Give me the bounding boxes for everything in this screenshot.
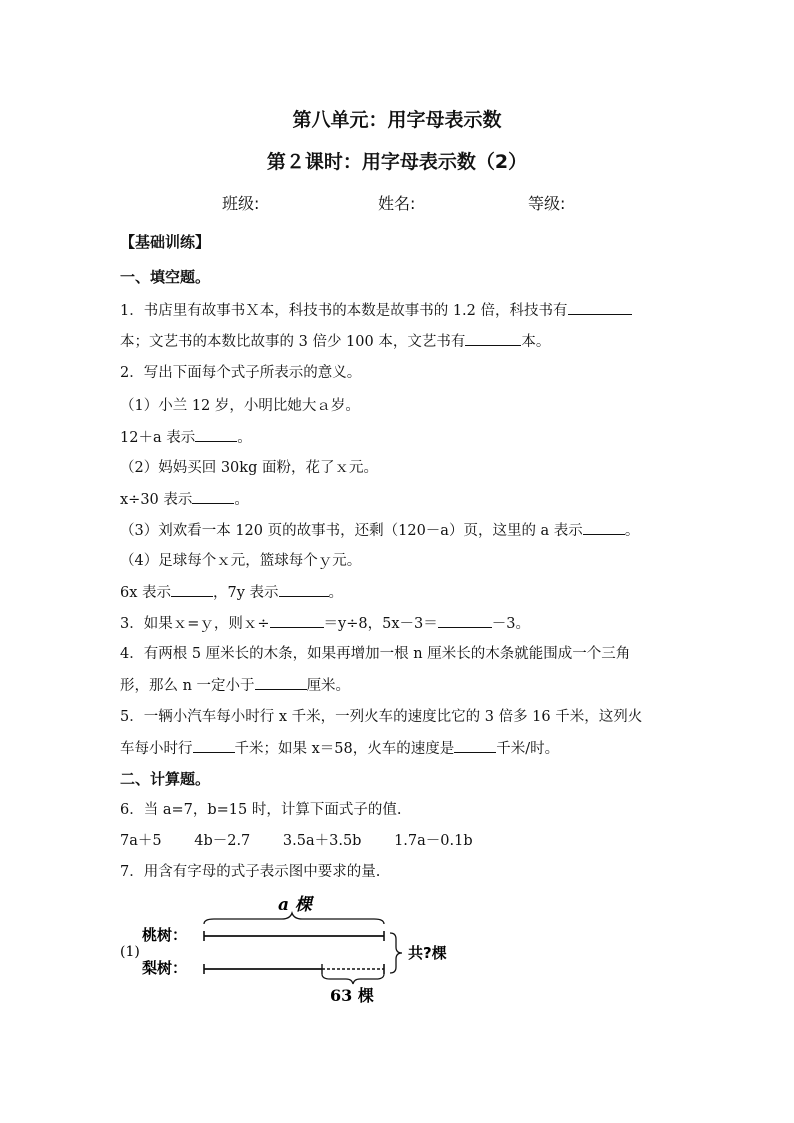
peach-tree-label: 桃树：	[142, 926, 188, 944]
question-2-sub1-expr: 12＋a 表示 。	[120, 427, 252, 448]
answer-blank[interactable]	[171, 582, 213, 597]
question-2-sub1: （1）小兰 12 岁，小明比她大ａ岁。	[120, 398, 360, 414]
name-label: 姓名:	[378, 194, 416, 213]
expression: 1.7a－0.1b	[394, 833, 473, 849]
total-brace	[390, 933, 402, 973]
answer-blank[interactable]	[279, 582, 329, 597]
answer-blank[interactable]	[195, 427, 237, 442]
answer-blank[interactable]	[454, 738, 496, 753]
part1-title: 一、填空题。	[120, 268, 211, 286]
question-6-expressions	[120, 831, 501, 851]
question-4-line1: 4．有两根 5 厘米长的木条，如果再增加一根 n 厘米长的木条就能围成一个三角	[120, 646, 631, 662]
question-6-title: 6．当 a=7，b=15 时，计算下面式子的值.	[120, 802, 402, 818]
lesson-title: 第２课时：用字母表示数（2）	[266, 151, 528, 173]
class-label: 班级:	[222, 194, 260, 213]
question-4-line2: 形，那么 n 一定小于 厘米。	[120, 675, 350, 696]
question-2-sub4: （4）足球每个ｘ元，篮球每个ｙ元。	[120, 553, 362, 569]
question-1-line1: 1．书店里有故事书Ｘ本，科技书的本数是故事书的 1.2 倍，科技书有	[120, 300, 632, 321]
line-segment-diagram	[118, 893, 478, 1008]
answer-blank[interactable]	[465, 331, 521, 346]
answer-blank[interactable]	[438, 613, 492, 628]
expression: 4b－2.7	[194, 833, 251, 849]
question-5-line1: 5．一辆小汽车每小时行 x 千米，一列火车的速度比它的 3 倍多 16 千米，这列火	[120, 709, 643, 725]
diagram-sub-label: (1)	[120, 944, 140, 960]
question-2-title: 2．写出下面每个式子所表示的意义。	[120, 365, 362, 381]
total-label: 共?棵	[408, 944, 447, 962]
question-5-line2: 车每小时行 千米；如果 x＝58，火车的速度是 千米/时。	[120, 738, 559, 759]
answer-blank[interactable]	[583, 520, 625, 535]
grade-label: 等级:	[528, 194, 566, 213]
question-3: 3．如果ｘ=ｙ，则ｘ÷ ＝y÷8，5x－3＝ －3。	[120, 613, 530, 634]
answer-blank[interactable]	[193, 738, 235, 753]
question-1-line2: 本；文艺书的本数比故事的 3 倍少 100 本，文艺书有 本。	[120, 331, 550, 352]
pear-tree-label: 梨树：	[142, 959, 188, 977]
section-basic-training: 【基础训练】	[120, 233, 211, 251]
answer-blank[interactable]	[270, 613, 324, 628]
expression: 7a＋5	[120, 833, 162, 849]
question-2-sub2-expr: x÷30 表示 。	[120, 489, 249, 510]
peach-count-label: a 棵	[278, 895, 312, 915]
difference-label: 63 棵	[330, 986, 374, 1005]
difference-brace	[322, 974, 384, 984]
part2-title: 二、计算题。	[120, 770, 211, 788]
question-2-sub4-expr: 6x 表示 ，7y 表示 。	[120, 582, 343, 603]
question-7-title: 7．用含有字母的式子表示图中要求的量.	[120, 864, 381, 880]
expression: 3.5a＋3.5b	[282, 833, 362, 849]
answer-blank[interactable]	[192, 489, 234, 504]
question-2-sub2: （2）妈妈买回 30kg 面粉，花了ｘ元。	[120, 460, 378, 476]
question-2-sub3: （3）刘欢看一本 120 页的故事书，还剩（120－a）页，这里的 a 表示 。	[120, 520, 639, 541]
unit-title: 第八单元：用字母表示数	[292, 109, 502, 131]
answer-blank[interactable]	[255, 675, 307, 690]
answer-blank[interactable]	[568, 300, 632, 315]
